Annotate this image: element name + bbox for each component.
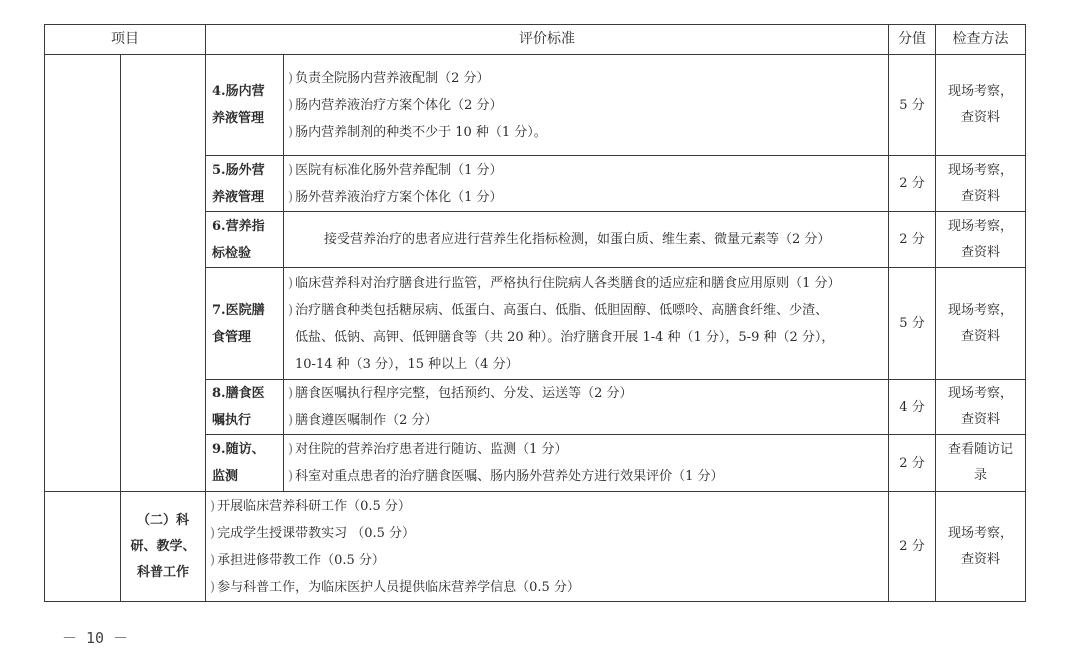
method-line: 查资料 xyxy=(960,110,1000,125)
method-cell xyxy=(936,212,1026,268)
criteria-line: ) 临床营养科对治疗膳食进行监管，严格执行住院病人各类膳食的适应症和膳食应用原则（1 分） xyxy=(288,275,841,291)
criteria-line: ) 肠内营养制剂的种类不少于 10 种（1 分）。 xyxy=(288,124,547,140)
method-cell xyxy=(936,268,1026,380)
item-title-line: 5.肠外营 xyxy=(212,162,265,178)
evaluation-table xyxy=(44,24,1026,602)
section-title xyxy=(121,492,206,602)
criteria-line: ) 参与科普工作，为临床医护人员提供临床营养学信息（0.5 分） xyxy=(210,579,580,595)
method-cell xyxy=(936,435,1026,492)
method-line: 查资料 xyxy=(960,551,1000,567)
table-row xyxy=(45,55,1026,156)
method-line: 现场考察， xyxy=(947,302,1013,318)
criteria-cell xyxy=(284,435,889,492)
method-line: 现场考察， xyxy=(947,218,1013,234)
criteria-line: ) 肠内营养液治疗方案个体化（2 分） xyxy=(288,97,503,113)
section-title-line: 科普工作 xyxy=(136,564,189,580)
section-title-line: （二）科 xyxy=(136,512,189,528)
score-cell: 5 分 xyxy=(889,268,936,380)
criteria-line: ) 膳食医嘱执行程序完整，包括预约、分发、运送等（2 分） xyxy=(288,386,633,401)
criteria-line: ) 负责全院肠内营养液配制（2 分） xyxy=(288,70,490,86)
criteria-line: ) 开展临床营养科研工作（0.5 分） xyxy=(210,498,411,514)
criteria-line: ) 肠外营养液治疗方案个体化（1 分） xyxy=(288,189,503,205)
score-cell: 2 分 xyxy=(889,435,936,492)
item-title-line: 4.肠内营 xyxy=(212,84,265,99)
score-cell: 2 分 xyxy=(889,492,936,602)
method-line: 现场考察， xyxy=(947,84,1013,99)
criteria-line: ) 治疗膳食种类包括糖尿病、低蛋白、高蛋白、低脂、低胆固醇、低嘌呤、高膳食纤维、少渣、 xyxy=(288,302,829,318)
criteria-line: 低盐、低钠、高钾、低钾膳食等（共 20 种）。治疗膳食开展 1-4 种（1 分），5-9 种（2 分）， xyxy=(295,329,835,345)
method-cell xyxy=(936,492,1026,602)
item-title-line: 9.随访、 xyxy=(212,442,265,457)
method-line: 现场考察， xyxy=(947,525,1013,541)
method-line: 录 xyxy=(973,468,987,483)
method-line: 查资料 xyxy=(960,188,1000,204)
item-title xyxy=(206,156,284,212)
criteria-cell xyxy=(284,380,889,435)
criteria-cell xyxy=(284,212,889,268)
method-line: 查资料 xyxy=(960,244,1000,260)
item-title-line: 8.膳食医 xyxy=(212,386,265,401)
item-title-line: 嘱执行 xyxy=(212,413,252,428)
table-row xyxy=(45,492,1026,602)
criteria-line: ) 承担进修带教工作（0.5 分） xyxy=(210,552,385,568)
item-title-line: 养液管理 xyxy=(212,111,265,126)
header-criteria: 评价标准 xyxy=(206,25,889,55)
category-cell xyxy=(45,55,121,492)
item-title xyxy=(206,268,284,380)
method-line: 查资料 xyxy=(960,412,1000,427)
section-title-line: 研、教学、 xyxy=(130,538,196,554)
method-line: 查看随访记 xyxy=(947,442,1013,457)
criteria-cell xyxy=(206,492,889,602)
score-cell: 4 分 xyxy=(889,380,936,435)
page-number: － 10 － xyxy=(62,629,129,647)
criteria-line: ) 完成学生授课带教实习 （0.5 分） xyxy=(210,525,416,541)
criteria-line: ) 对住院的营养治疗患者进行随访、监测（1 分） xyxy=(288,442,568,457)
method-line: 现场考察， xyxy=(947,162,1013,178)
item-title-line: 食管理 xyxy=(212,329,252,345)
item-title xyxy=(206,55,284,156)
criteria-line: 接受营养治疗的患者应进行营养生化指标检测，如蛋白质、维生素、微量元素等（2 分） xyxy=(324,232,831,247)
header-item: 项目 xyxy=(45,25,206,55)
criteria-cell xyxy=(284,268,889,380)
item-title-line: 7.医院膳 xyxy=(212,302,265,318)
score-cell: 2 分 xyxy=(889,212,936,268)
method-cell xyxy=(936,156,1026,212)
criteria-line: 10-14 种（3 分），15 种以上（4 分） xyxy=(295,356,519,372)
table-header-row xyxy=(45,25,1026,55)
item-title-line: 标检验 xyxy=(212,245,252,261)
method-cell xyxy=(936,380,1026,435)
item-title-line: 养液管理 xyxy=(212,189,265,205)
item-title xyxy=(206,380,284,435)
item-title xyxy=(206,435,284,492)
method-line: 现场考察， xyxy=(947,386,1013,401)
category-cell xyxy=(45,492,121,602)
criteria-cell xyxy=(284,55,889,156)
criteria-line: ) 科室对重点患者的治疗膳食医嘱、肠内肠外营养处方进行效果评价（1 分） xyxy=(288,469,724,484)
criteria-line: ) 膳食遵医嘱制作（2 分） xyxy=(288,413,438,428)
score-cell: 2 分 xyxy=(889,156,936,212)
criteria-line: ) 医院有标准化肠外营养配制（1 分） xyxy=(288,162,503,178)
subcategory-cell xyxy=(121,55,206,492)
method-line: 查资料 xyxy=(960,328,1000,344)
item-title xyxy=(206,212,284,268)
criteria-cell xyxy=(284,156,889,212)
item-title-line: 6.营养指 xyxy=(212,218,265,234)
header-method: 检查方法 xyxy=(936,25,1026,55)
header-score: 分值 xyxy=(889,25,936,55)
score-cell: 5 分 xyxy=(889,55,936,156)
item-title-line: 监测 xyxy=(212,469,239,484)
method-cell xyxy=(936,55,1026,156)
